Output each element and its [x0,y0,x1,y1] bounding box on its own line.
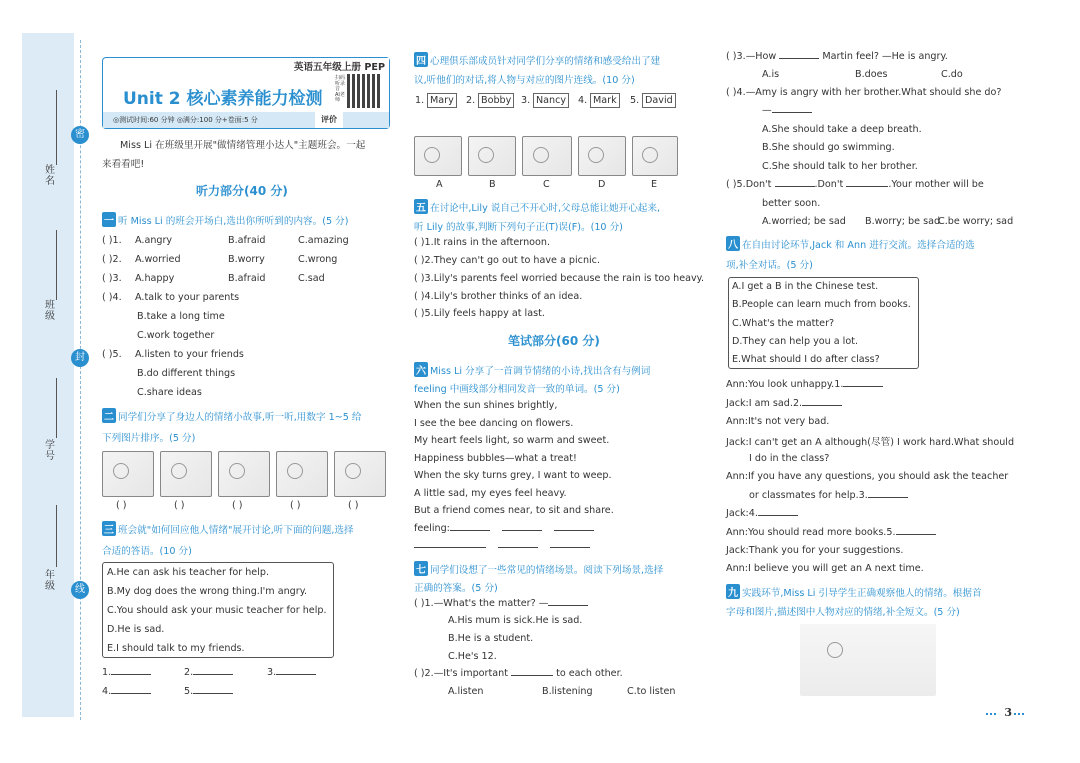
q3-option-e: E.I should talk to my friends. [107,643,245,654]
class-line [56,230,57,300]
q7-item-3-a: A.is [762,69,780,80]
dialog-line-10: Jack:Thank you for your suggestions. [726,545,904,556]
page-number: 3 [1004,706,1012,719]
id-line [56,378,57,438]
q1-item-2-b: B.worry [228,254,265,265]
q3-number: 三 [102,521,116,536]
q7-item-3-text-b: Martin feel? —He is angry. [822,51,948,62]
q9-text-1: 实践环节,Miss Li 引导学生正确观察他人的情绪。根据首 [742,588,982,599]
q7-item-5-b: B.worry; be sad [865,216,941,227]
q1-item-2-a: A.worried [135,254,181,265]
q7-item-1-text: ( )1.—What's the matter? — [414,598,549,609]
q7-item-5-a: A.worried; be sad [762,216,846,227]
q2-heading [102,408,362,423]
q1-heading [102,212,348,227]
q7-item-3-text: ( )3.—How [726,51,777,62]
q4-letter-c: C [543,179,550,190]
q3-heading [102,521,354,536]
q3-answer-4[interactable] [102,686,151,697]
q6-text-2: feeling 中画线部分相同发音一致的单词。(5 分) [414,384,620,395]
q3-answer-3-label: 3. [267,667,277,678]
q5-item-1: ( )1.It rains in the afternoon. [414,237,551,248]
q1-item-1-c: C.amazing [298,235,349,246]
q1-item-3-c: C.sad [298,273,325,284]
name-line [56,90,57,165]
q3-answer-2[interactable] [184,667,233,678]
poem-line-2: I see the bee dancing on flowers. [414,418,574,429]
dialog-line-9-text: Ann:You should read more books.5. [726,527,896,538]
q2-text-1: 同学们分享了身边人的情绪小故事,听一听,用数字 1~5 给 [118,412,362,423]
q3-answer-3[interactable] [267,667,316,678]
q7-item-5-text-c: .Your mother will be [888,179,984,190]
poem-line-7: But a friend comes near, to sit and share. [414,505,614,516]
q3-answer-1[interactable] [102,667,151,678]
q1-item-1-b: B.afraid [228,235,266,246]
q5-item-4: ( )4.Lily's brother thinks of an idea. [414,291,583,302]
dialog-line-2[interactable] [726,398,842,409]
q2-bracket-3[interactable]: ( ) [232,500,243,511]
q1-item-3-num: ( )3. [102,273,122,284]
dialog-line-3: Ann:It's not very bad. [726,416,830,427]
q3-answer-2-label: 2. [184,667,194,678]
writing-section-title: 笔试部分(60 分) [508,334,600,348]
q8-heading [726,236,975,251]
intro-line-1: Miss Li 在班级里开展"做情绪管理小达人"主题班会。一起 [120,140,366,151]
q7-text-2: 正确的答案。(5 分) [414,583,498,594]
q9-scene-picture [800,624,936,696]
q4-name-mark[interactable]: Mark [590,93,620,108]
q4-text-2: 议,听他们的对话,将人物与对应的图片连线。(10 分) [414,75,635,86]
q3-text-2: 合适的答语。(10 分) [102,546,192,557]
q7-item-2-text: ( )2.—It's important [414,668,508,679]
grade-line [56,505,57,567]
unit-header-box [102,57,390,129]
q4-letter-b: B [489,179,496,190]
q7-item-4-a: A.She should take a deep breath. [762,124,922,135]
q2-picture-2 [160,451,212,497]
dialog-line-9[interactable] [726,527,936,538]
q1-item-2-num: ( )2. [102,254,122,265]
q7-item-5-text-d: better soon. [762,198,821,209]
q4-num-3: 3. [521,95,531,106]
poem-line-6: A little sad, my eyes feel heavy. [414,488,567,499]
q1-item-3-b: B.afraid [228,273,266,284]
page-dots-left [986,713,996,715]
dialog-line-6: Ann:If you have any questions, you should ask the teacher [726,471,1009,482]
q4-number: 四 [414,52,428,67]
q1-item-5-c: C.share ideas [137,387,202,398]
q4-name-bobby[interactable]: Bobby [478,93,514,108]
dialog-line-4: Jack:I can't get an A although(尽管) I work hard.What should [726,437,1015,448]
q4-picture-c [522,136,572,176]
poem-line-5: When the sky turns grey, I want to weep. [414,470,612,481]
q9-number: 九 [726,584,740,599]
q7-item-4-c: C.She should talk to her brother. [762,161,918,172]
q1-item-4-num: ( )4. [102,292,122,303]
q1-item-1-num: ( )1. [102,235,122,246]
q5-item-5: ( )5.Lily feels happy at last. [414,308,545,319]
q4-num-1: 1. [415,95,425,106]
q2-picture-1 [102,451,154,497]
q2-text-2: 下列图片排序。(5 分) [102,433,196,444]
q2-bracket-2[interactable]: ( ) [174,500,185,511]
q8-option-b: B.People can learn much from books. [732,299,911,310]
q7-item-5-c: C.be worry; sad [938,216,1014,227]
seal-feng: 封 [71,349,89,367]
q8-option-c: C.What's the matter? [732,318,835,329]
page-dots-right [1014,713,1024,715]
q7-item-1-stem[interactable] [414,598,588,609]
q1-item-1-a: A.angry [135,235,173,246]
field-class: 班级 [45,300,55,322]
unit-title: Unit 2 核心素养能力检测 [123,89,323,109]
q6-feeling-row[interactable] [414,523,594,534]
q9-heading [726,584,982,599]
field-id: 学号 [45,440,55,462]
q7-item-2-c: C.to listen [627,686,676,697]
q2-bracket-5[interactable]: ( ) [348,500,359,511]
dialog-line-8-text: Jack:4. [726,508,758,519]
poem-line-3: My heart feels light, so warm and sweet. [414,435,610,446]
q7-item-3-b: B.does [855,69,888,80]
poem-line-4: Happiness bubbles—what a treat! [414,453,577,464]
dialog-line-11: Ann:I believe you will get an A next time. [726,563,924,574]
q3-answer-5-label: 5. [184,686,194,697]
field-grade: 年级 [45,570,55,592]
q7-item-1-a: A.His mum is sick.He is sad. [448,615,583,626]
q8-option-a: A.I get a B in the Chinese test. [732,281,879,292]
qr-code-icon[interactable] [347,74,381,108]
q7-number: 七 [414,561,428,576]
dialog-line-7[interactable] [749,490,908,501]
listening-section-title: 听力部分(40 分) [196,184,288,198]
q8-number: 八 [726,236,740,251]
q1-text: 听 Miss Li 的班会开场白,选出你所听到的内容。(5 分) [118,216,349,227]
seal-mi: 密 [71,126,89,144]
q4-text-1: 心理俱乐部成员针对同学们分享的情绪和感受给出了建 [430,56,661,67]
q4-num-4: 4. [578,95,588,106]
q4-name-david[interactable]: David [642,93,676,108]
q1-item-2-c: C.wrong [298,254,338,265]
q8-option-e: E.What should I do after class? [732,354,880,365]
q8-text-1: 在自由讨论环节,Jack 和 Ann 进行交流。选择合适的选 [742,240,975,251]
q1-item-4-c: C.work together [137,330,215,341]
q7-item-2-b: B.listening [542,686,593,697]
dialog-line-8[interactable] [726,508,798,519]
dialog-line-2-text: Jack:I am sad.2. [726,398,803,409]
q3-option-a: A.He can ask his teacher for help. [107,567,269,578]
q1-item-4-a: A.talk to your parents [135,292,240,303]
q7-item-5-text: ( )5.Don't [726,179,772,190]
q3-answer-1-label: 1. [102,667,112,678]
q7-item-1-b: B.He is a student. [448,633,534,644]
q6-heading [414,362,650,377]
q5-item-3: ( )3.Lily's parents feel worried because the rain is too heavy. [414,273,705,284]
q2-picture-3 [218,451,270,497]
q3-text-1: 班会就"如何回应他人情绪"展开讨论,听下面的问题,选择 [118,525,354,536]
q3-answer-4-label: 4. [102,686,112,697]
book-tag: 英语五年级上册 PEP [290,58,389,74]
q4-picture-d [578,136,626,176]
intro-line-2: 来看看吧! [102,159,145,170]
q4-name-mary[interactable]: Mary [427,93,457,108]
dialog-line-1[interactable] [726,379,883,390]
q7-item-2-text-b: to each other. [556,668,623,679]
q7-item-2-a: A.listen [448,686,484,697]
q5-item-2: ( )2.They can't go out to have a picnic. [414,255,601,266]
q5-heading [414,199,660,214]
test-info-bar: ◎测试时间:60 分钟 ◎满分:100 分+卷面:5 分 [103,112,389,128]
q4-num-2: 2. [466,95,476,106]
q5-text-2: 听 Lily 的故事,判断下列句子正(T)误(F)。(10 分) [414,222,623,233]
evaluation-label: 评价 [315,112,343,128]
q3-option-c: C.You should ask your music teacher for help. [107,605,327,616]
q4-heading [414,52,660,67]
q6-text-1: Miss Li 分享了一首调节情绪的小诗,找出含有与例词 [430,366,651,377]
q7-item-5-text-b: .Don't [814,179,844,190]
q1-item-3-a: A.happy [135,273,175,284]
q4-letter-d: D [598,179,606,190]
q4-letter-a: A [436,179,443,190]
dialog-line-5: I do in the class? [749,453,830,464]
q4-num-5: 5. [630,95,640,106]
q4-picture-b [468,136,516,176]
q9-text-2: 字母和图片,描述图中人物对应的情绪,补全短文。(5 分) [726,607,960,618]
q4-picture-a [414,136,462,176]
field-name: 姓名 [45,165,55,187]
q2-picture-4 [276,451,328,497]
q2-bracket-1[interactable]: ( ) [116,500,127,511]
q7-item-4-answer[interactable] [762,105,812,116]
q4-name-nancy[interactable]: Nancy [533,93,569,108]
q7-item-5-stem[interactable] [726,179,984,190]
q7-text-1: 同学们设想了一些常见的情绪场景。阅读下列场景,选择 [430,565,664,576]
q7-item-4-dash: — [762,105,772,116]
q5-number: 五 [414,199,428,214]
q2-picture-5 [334,451,386,497]
q1-item-5-a: A.listen to your friends [135,349,244,360]
q1-item-4-b: B.take a long time [137,311,225,322]
qr-caption: 扫码听录音 AI老师 [335,75,346,103]
q2-number: 二 [102,408,116,423]
q3-answer-5[interactable] [184,686,233,697]
q3-option-b: B.My dog does the wrong thing.I'm angry. [107,586,308,597]
q1-item-5-num: ( )5. [102,349,122,360]
q6-feeling-label: feeling: [414,523,450,534]
dialog-line-1-text: Ann:You look unhappy.1. [726,379,844,390]
q7-heading [414,561,663,576]
q7-item-3-c: C.do [941,69,963,80]
q1-number: 一 [102,212,116,227]
q7-item-4-stem: ( )4.—Amy is angry with her brother.What should she do? [726,87,1002,98]
q8-text-2: 项,补全对话。(5 分) [726,260,813,271]
q7-item-2-stem[interactable] [414,668,623,679]
q4-letter-e: E [651,179,658,190]
q2-bracket-4[interactable]: ( ) [290,500,301,511]
dialog-line-7-text: or classmates for help.3. [749,490,868,501]
seal-xian: 线 [71,581,89,599]
q8-option-d: D.They can help you a lot. [732,336,859,347]
poem-line-1: When the sun shines brightly, [414,400,558,411]
q3-option-d: D.He is sad. [107,624,165,635]
q1-item-5-b: B.do different things [137,368,236,379]
q6-feeling-row-2[interactable] [414,540,590,551]
q4-picture-e [632,136,678,176]
q5-text-1: 在讨论中,Lily 说自己不开心时,父母总能让她开心起来, [430,203,661,214]
q7-item-3-stem[interactable] [726,51,948,62]
q7-item-4-b: B.She should go swimming. [762,142,895,153]
q7-item-1-c: C.He's 12. [448,651,497,662]
binding-strip [22,33,74,717]
q6-number: 六 [414,362,428,377]
